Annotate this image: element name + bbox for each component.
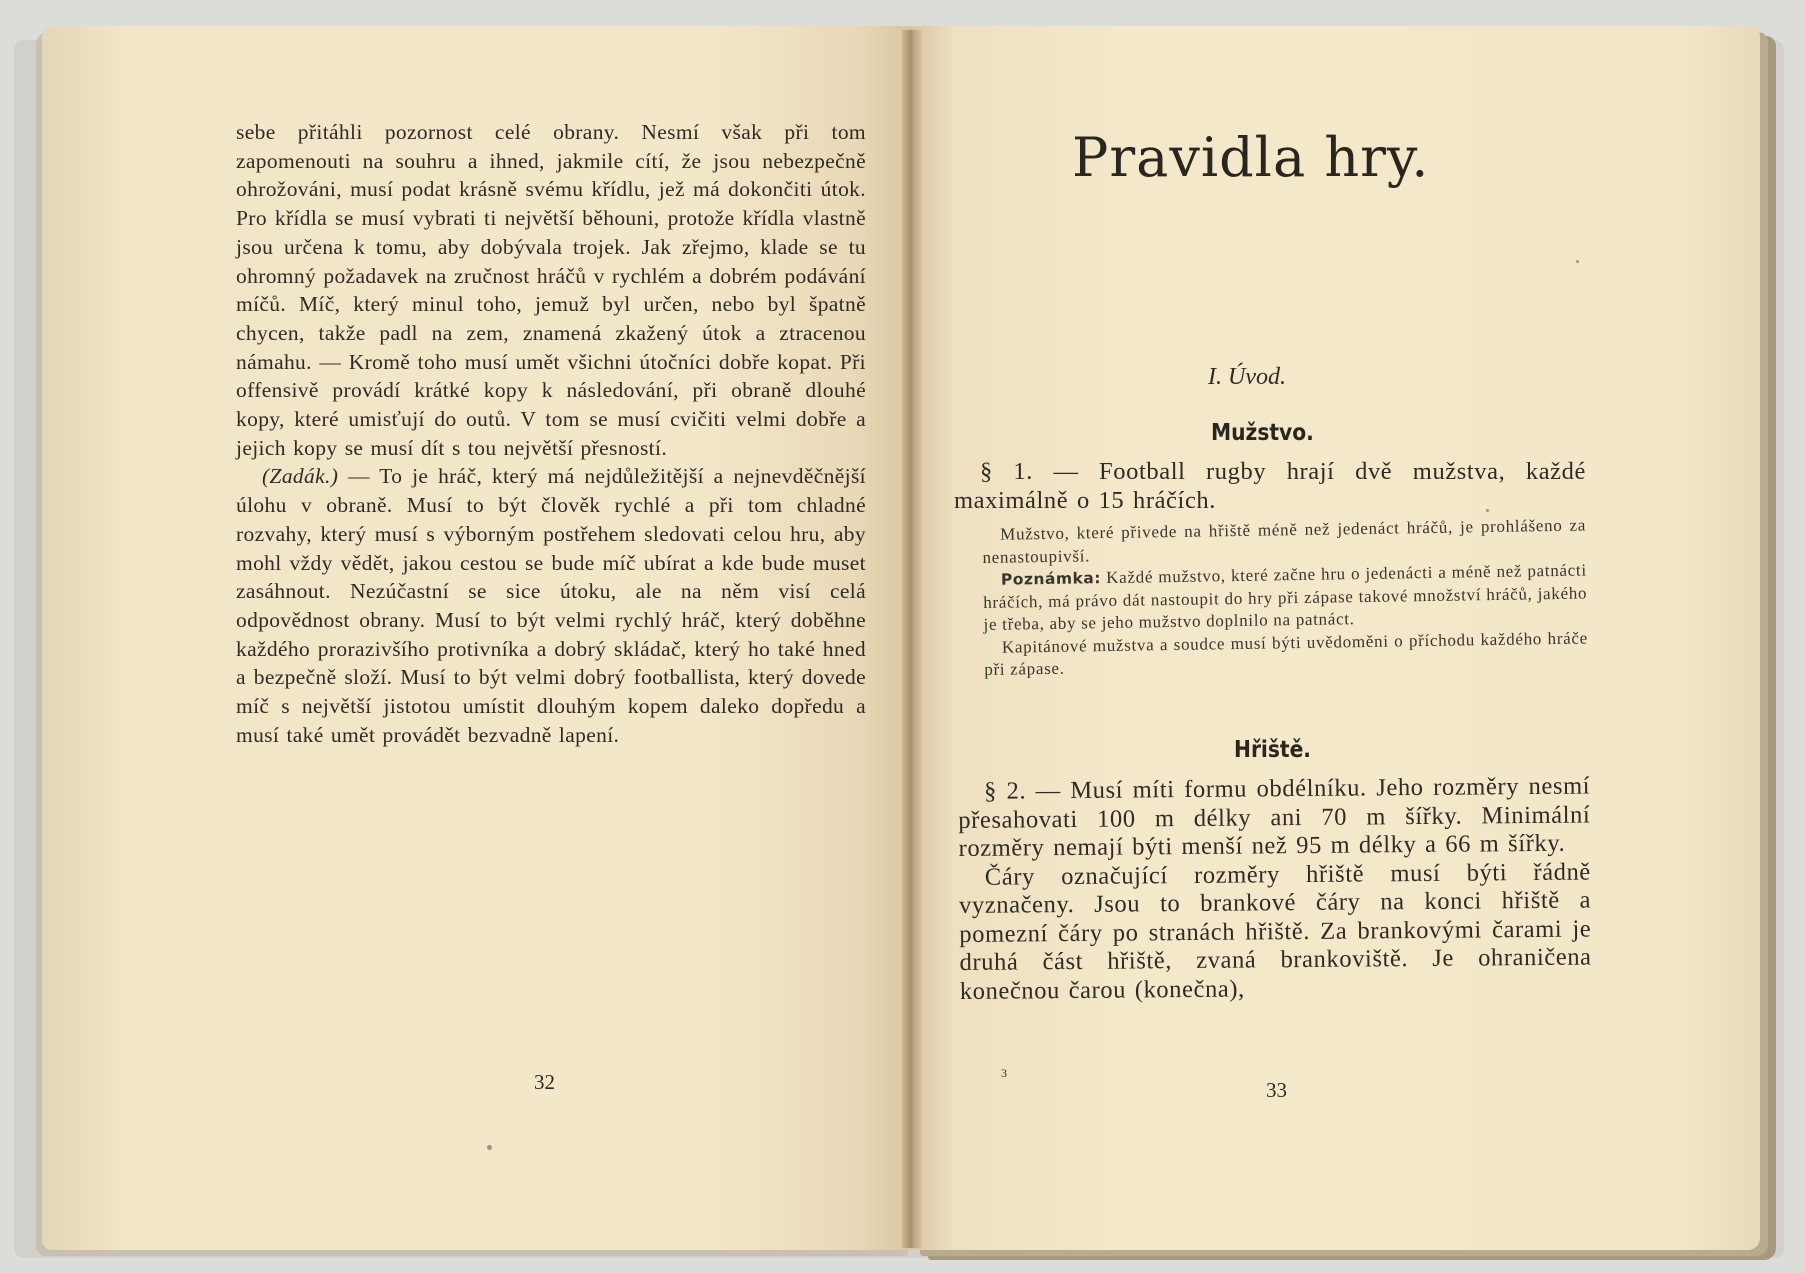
rule-paragraph-2-block (958, 772, 1592, 1006)
heading-muzstvo: Mužstvo. (1211, 420, 1314, 446)
heading-hriste: Hřiště. (1234, 737, 1311, 763)
rule-paragraph-1 (954, 458, 1586, 515)
left-page-text (236, 118, 866, 749)
note-3: Kapitánové mužstva a soudce musí býti uvědoměni o příchodu každého hráče při zápase. (984, 627, 1589, 679)
right-page-number: 33 (1266, 1078, 1287, 1102)
left-paragraph-2-lead: (Zadák.) (262, 464, 339, 489)
section-heading: I. Úvod. (1208, 364, 1286, 390)
signature-mark: 3 (1001, 1066, 1007, 1080)
book-spine (902, 30, 922, 1248)
rule-paragraph-2: § 2. — Musí míti formu obdélníku. Jeho rozměry nesmí přesahovati 100 m délky ani 70 m šířky. Minimální rozměry nemají býti menší než 95 m délky a 66 m šířky. (958, 772, 1591, 862)
left-paragraph-2 (236, 462, 866, 749)
left-paragraph-1-text: sebe přitáhli pozornost celé obrany. Nesmí však při tom zapomenouti na souhru a ihned, jakmile cítí, že jsou nebezpečně ohrožováni, musí podat krásně svému křídlu, jež má dokončiti útok. Pro křídla se musí vybrati ti největší běhouni, protože křídla vlastně jsou určena k tomu, aby dobývala trojek. Jak zřejmo, klade se tu ohromný požadavek na zručnost hráčů v rychlém a dobrém podávání míčů. Míč, který minul toho, jemuž byl určen, nebo byl špatně chycen, takže padl na zem, znamená zkažený útok a ztracenou námahu. — Kromě toho musí umět všichni útočníci dobře kopat. Při offensivě provádí krátké kopy k následování, při obraně dlouhé kopy, které umisťují do outů. V tom se musí cvičiti velmi dobře a jejich kopy se musí dít s tou největší přesností. (236, 120, 866, 460)
paper-speck (487, 1145, 492, 1150)
notes-block (982, 515, 1588, 682)
note-2-label: Poznámka: (1000, 569, 1102, 589)
note-2-text: Každé mužstvo, které začne hru o jedenácti a méně než patnácti hráčích, má právo dát nastoupit do hry při zápase takové množství hráčů, jakého je třeba, aby se jeho mužstvo doplnilo na patnáct. (983, 560, 1588, 634)
page-title: Pravidla hry. (1072, 126, 1430, 189)
note-1: Mužstvo, které přivede na hřiště méně než jedenáct hráčů, je prohlášeno za nenastoupivší. (982, 515, 1587, 567)
rule-paragraph-1-text: § 1. — Football rugby hrají dvě mužstva, každé maximálně o 15 hráčích. (954, 458, 1586, 514)
paper-speck (1486, 509, 1489, 512)
left-page-number: 32 (534, 1070, 555, 1094)
rule-paragraph-3: Čáry označující rozměry hřiště musí býti řádně vyznačeny. Jsou to brankové čáry na konci hřiště a pomezní čáry po stranách hřiště. Za brankovými čarami je druhá část hřiště, zvaná brankoviště. Je ohraničena konečnou čarou (konečna), (958, 857, 1592, 1005)
left-paragraph-1 (236, 118, 866, 462)
left-paragraph-2-text: — To je hráč, který má nejdůležitější a nejnevděčnější úlohu v obraně. Musí to být člověk rychlé a při tom chladné rozvahy, který musí s výborným postřehem sledovati celou hru, aby mohl vždy vědět, jakou cestou se bude míč ubírat a kde bude muset zasáhnout. Nezúčastní se sice útoku, ale na něm visí celá odpovědnost obrany. Musí to být velmi rychlý hráč, který doběhne každého prorazivšího protivníka a dobrý skládač, který ho také hned a bezpečně složí. Musí to být velmi dobrý footballista, který dovede míč s největší jistotou umístit dlouhým kopem daleko dopředu a musí také umět provádět bezvadně lapení. (236, 464, 866, 747)
note-2 (983, 560, 1588, 637)
paper-speck (1576, 260, 1579, 263)
